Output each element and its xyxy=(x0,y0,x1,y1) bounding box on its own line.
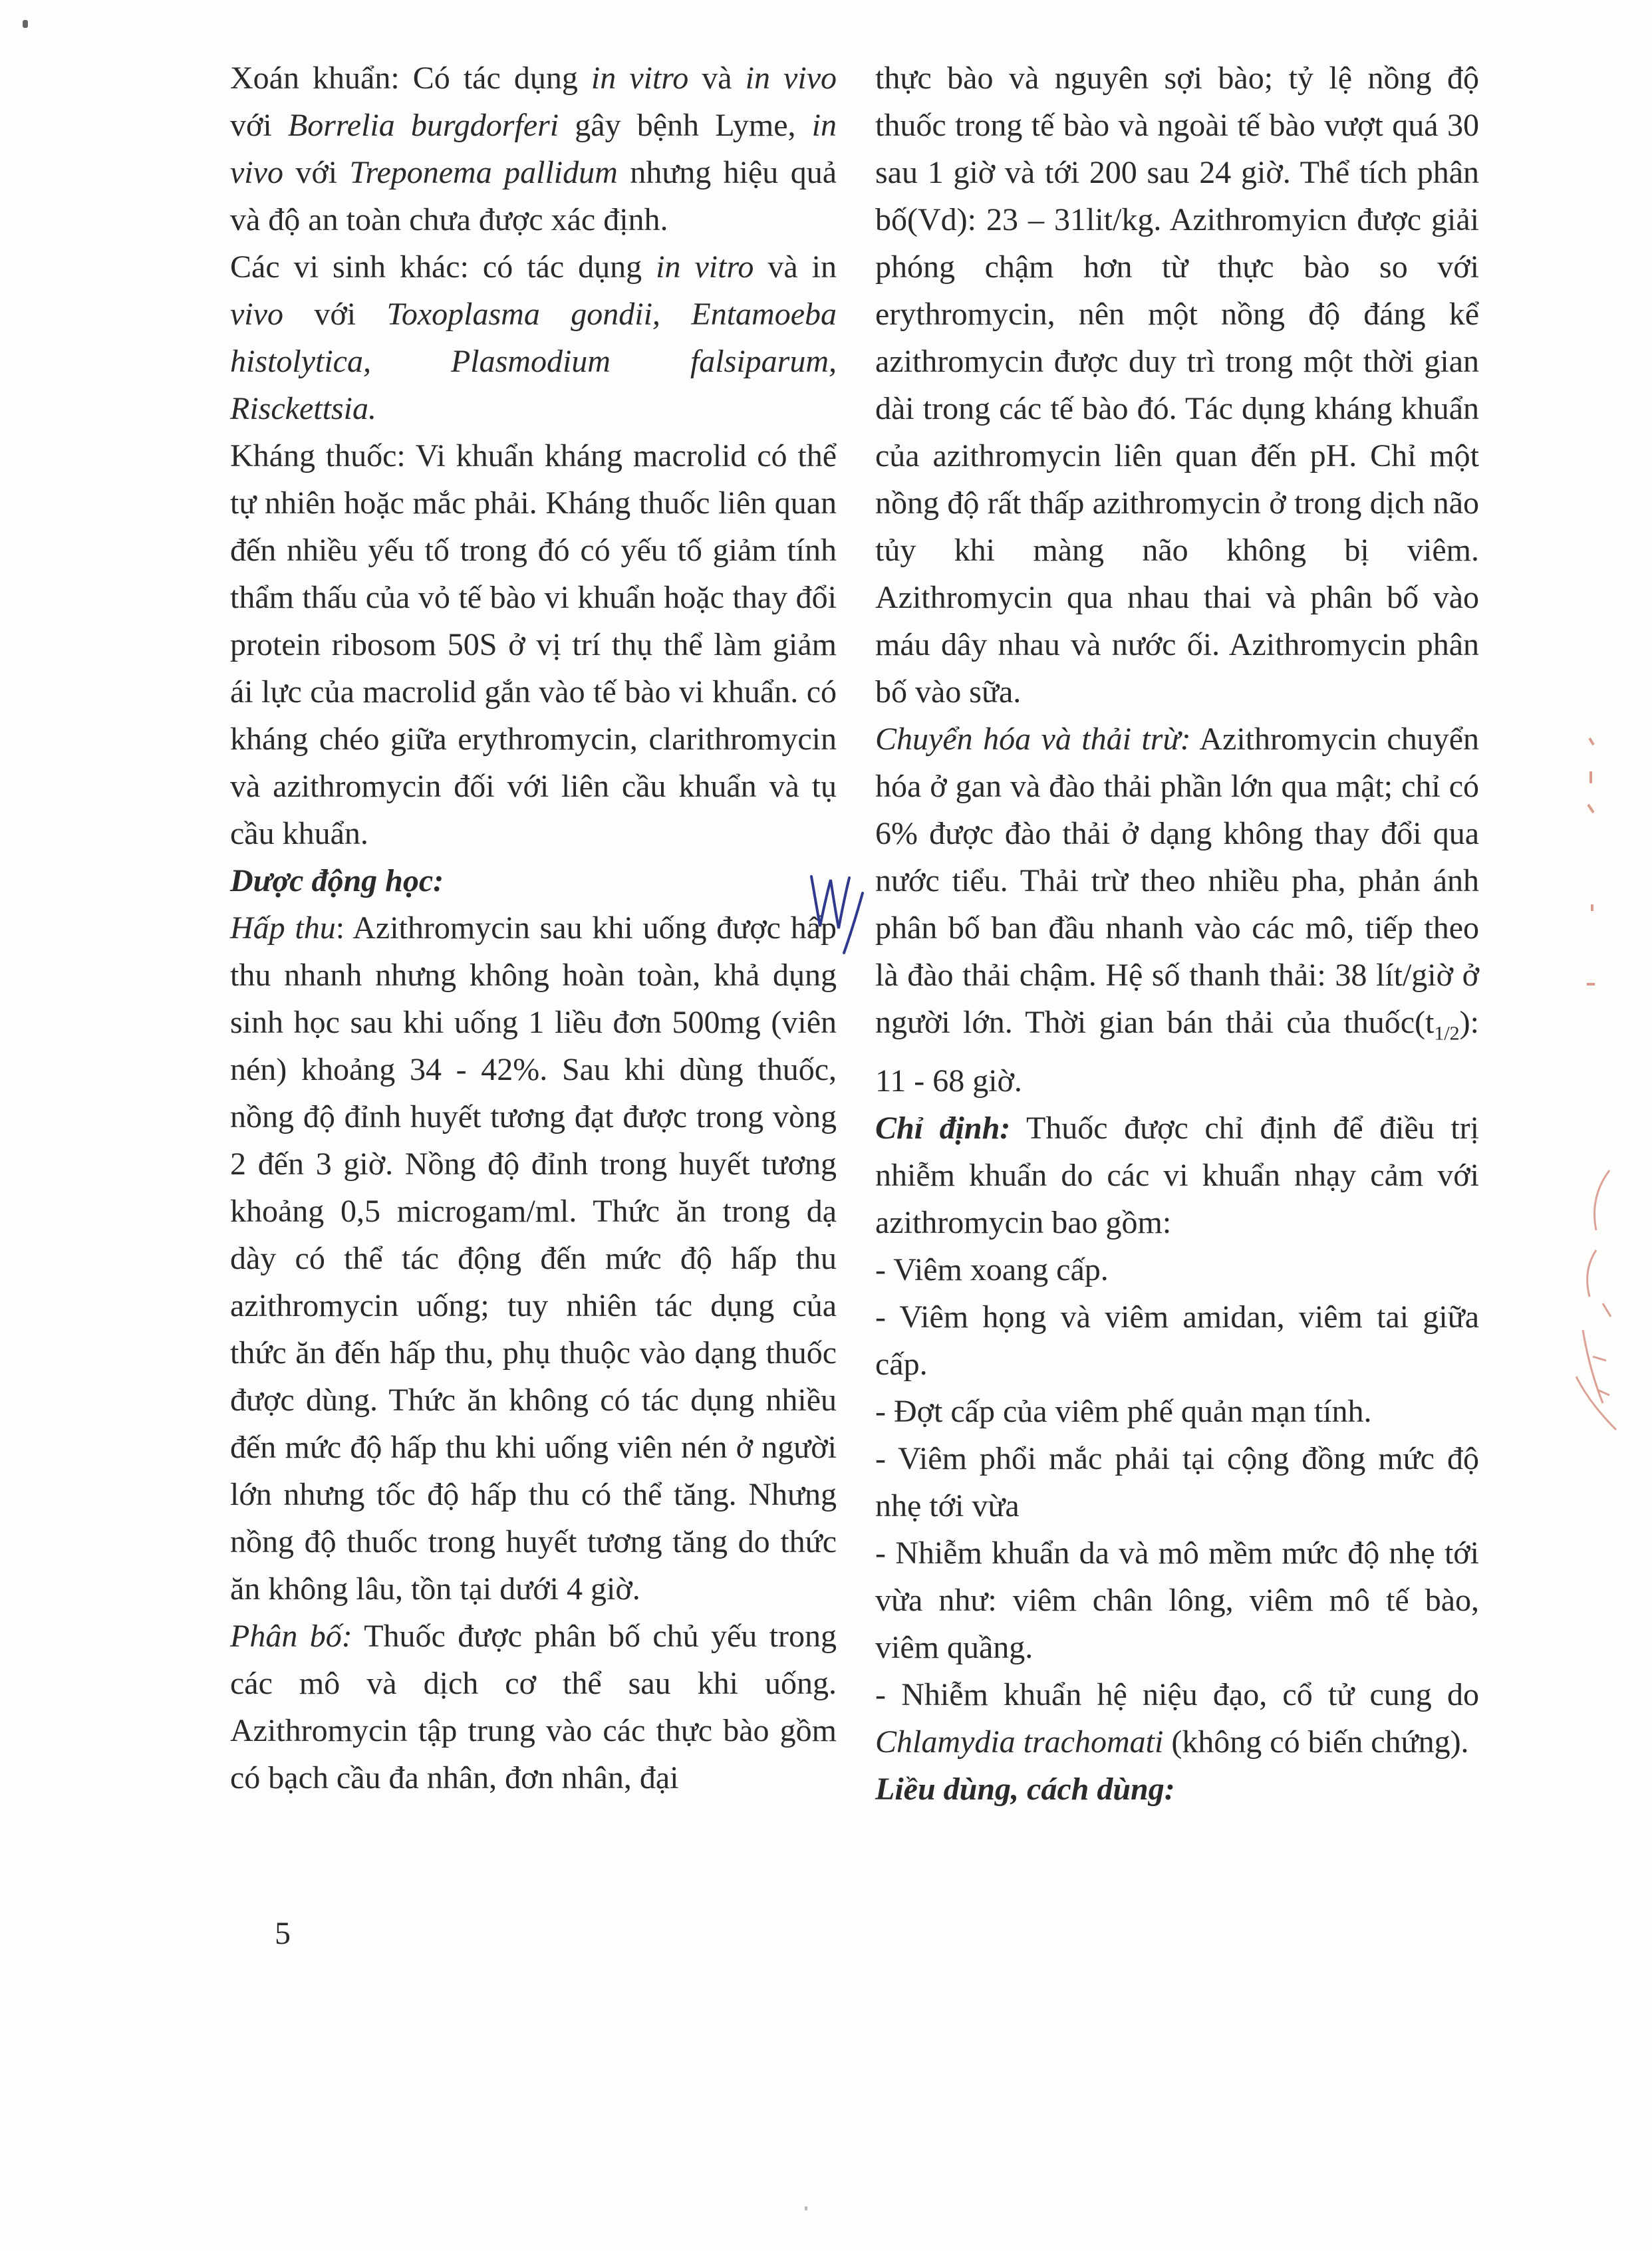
paragraph-indications: Chỉ định: Thuốc được chỉ định để điều trị nhiễm khuẩn do các vi khuẩn nhạy cảm với azithromycin bao gồm: xyxy=(875,1110,1479,1240)
scan-speck xyxy=(23,20,28,28)
stamp-mark xyxy=(1563,731,1616,1037)
list-item: - Nhiễm khuẩn da và mô mềm mức độ nhẹ tới vừa như: viêm chân lông, viêm mô tế bào, viêm quầng. xyxy=(875,1535,1479,1665)
list-item: - Viêm họng và viêm amidan, viêm tai giữa cấp. xyxy=(875,1299,1479,1382)
right-column xyxy=(875,55,1479,1813)
list-item: - Viêm phổi mắc phải tại cộng đồng mức độ nhẹ tới vừa xyxy=(875,1440,1479,1523)
scan-speck xyxy=(805,2206,807,2210)
left-column xyxy=(230,55,837,1801)
handwritten-signature xyxy=(801,863,875,956)
page-number: 5 xyxy=(275,1916,291,1951)
list-item: - Đợt cấp của viêm phế quản mạn tính. xyxy=(875,1393,1372,1429)
heading-pharmacokinetics: Dược động học: xyxy=(230,863,444,898)
paragraph-distribution-cont: thực bào và nguyên sợi bào; tỷ lệ nồng độ thuốc trong tế bào và ngoài tế bào vượt quá 30 sau 1 giờ và tới 200 sau 24 giờ. Thể tích phân bố(Vd): 23 – 31lit/kg. Azithromyicn được giải phóng chậm hơn từ thực bào so với erythromycin, nên một nồng độ đáng kể azithromycin được duy trì trong một thời gian dài trong các tế bào đó. Tác dụng kháng khuẩn của azithromycin liên quan đến pH. Chỉ một nồng độ rất thấp azithromycin ở trong dịch não tủy khi màng não không bị viêm. Azithromycin qua nhau thai và phân bố vào máu dây nhau và nước ối. Azithromycin phân bố vào sữa. xyxy=(875,61,1479,710)
heading-dosage: Liều dùng, cách dùng: xyxy=(875,1771,1175,1807)
paragraph-metabolism: Chuyển hóa và thải trừ: Azithromycin chuyển hóa ở gan và đào thải phần lớn qua mật; chỉ có 6% được đào thải ở dạng không thay đổi qua nước tiểu. Thải trừ theo nhiều pha, phản ánh phân bố ban đầu nhanh vào các mô, tiếp theo là đào thải chậm. Hệ số thanh thải: 38 lít/giờ ở người lớn. Thời gian bán thải của $thuốc(t_{1/2})$: 11 - 68 giờ. xyxy=(875,722,1480,1099)
paragraph-other-microbes: Các vi sinh khác: có tác dụng in vitro và in vivo với Toxoplasma gondii, Entamoeba histolytica, Plasmodium falsiparum, Risckettsia. xyxy=(230,249,837,426)
list-item: - Nhiễm khuẩn hệ niệu đạo, cổ tử cung do Chlamydia trachomati (không có biến chứng). xyxy=(875,1676,1479,1760)
paragraph-distribution: Phân bố: Thuốc được phân bố chủ yếu trong các mô và dịch cơ thể sau khi uống. Azithromycin tập trung vào các thực bào gồm có bạch cầu đa nhân, đơn nhân, đại xyxy=(230,1619,837,1795)
list-item: - Viêm xoang cấp. xyxy=(875,1252,1109,1287)
paragraph-absorption: Hấp thu: Azithromycin sau khi uống được hấp thu nhanh nhưng không hoàn toàn, khả dụng sinh học sau khi uống 1 liều đơn 500mg (viên nén) khoảng 34 - 42%. Sau khi dùng thuốc, nồng độ đỉnh huyết tương đạt được trong vòng 2 đến 3 giờ. Nồng độ đỉnh trong huyết tương khoảng 0,5 microgam/ml. Thức ăn trong dạ dày có thể tác động đến mức độ hấp thu azithromycin uống; tuy nhiên tác dụng của thức ăn đến hấp thu, phụ thuộc vào dạng thuốc được dùng. Thức ăn không có tác dụng nhiều đến mức độ hấp thu khi uống viên nén ở người lớn nhưng tốc độ hấp thu có thể tăng. Nhưng nồng độ thuốc trong huyết tương tăng do thức ăn không lâu, tồn tại dưới 4 giờ. xyxy=(230,910,837,1607)
paragraph-resistance: Kháng thuốc: Vi khuẩn kháng macrolid có thể tự nhiên hoặc mắc phải. Kháng thuốc liên quan đến nhiều yếu tố trong đó có yếu tố giảm tính thẩm thấu của vỏ tế bào vi khuẩn hoặc thay đổi protein ribosom 50S ở vị trí thụ thể làm giảm ái lực của macrolid gắn vào tế bào vi khuẩn. có kháng chéo giữa erythromycin, clarithromycin và azithromycin đối với liên cầu khuẩn và tụ cầu khuẩn. xyxy=(230,438,837,851)
seal-stamp-icon xyxy=(1556,1157,1636,1450)
paragraph-spirochetes: Xoán khuẩn: Có tác dụng in vitro và in vivo với Borrelia burgdorferi gây bệnh Lyme, in vivo với Treponema pallidum nhưng hiệu quả và độ an toàn chưa được xác định. xyxy=(230,61,837,237)
